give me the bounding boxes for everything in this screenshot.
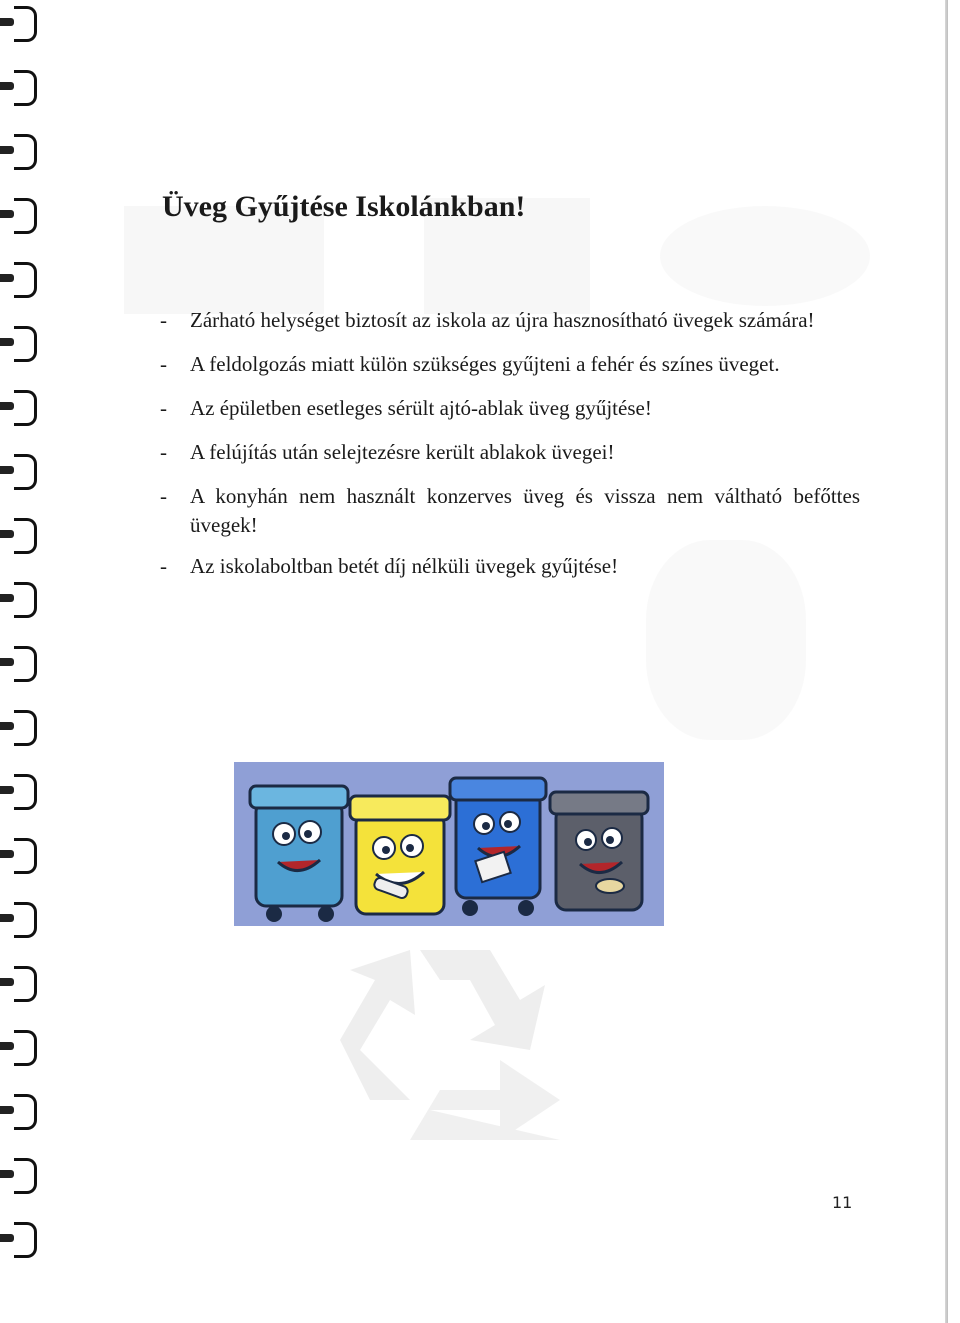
recycle-watermark-icon [330,930,580,1170]
binding-ring [14,774,37,810]
binding-hole [0,594,14,602]
binding-ring [14,710,37,746]
binding-ring [14,902,37,938]
binding-hole [0,82,14,90]
binding-hole [0,722,14,730]
bullet-list [160,306,860,596]
yellow-bin-character-icon [350,796,450,914]
binding-hole [0,658,14,666]
binding-hole [0,402,14,410]
gray-bin-character-icon [550,792,648,910]
binding-hole [0,466,14,474]
binding-hole [0,1042,14,1050]
list-item [160,482,860,540]
binding-hole [0,978,14,986]
binding-ring [14,70,37,106]
binding-ring [14,1222,37,1258]
binding-ring [14,838,37,874]
page-number: 11 [832,1193,853,1212]
page-title: Üveg Gyűjtése Iskolánkban! [162,190,526,223]
binding-hole [0,274,14,282]
bullet-dash: - [160,484,167,508]
list-item [160,394,860,423]
bullet-text: Az iskolaboltban betét díj nélküli üvegek gyűjtése! [190,554,619,578]
list-item [160,552,860,581]
bullet-dash: - [160,440,167,464]
blue-bin-character-icon [450,778,546,916]
list-item [160,306,860,335]
binding-ring [14,1030,37,1066]
bullet-dash: - [160,396,167,420]
binding-ring [14,198,37,234]
binding-hole [0,1106,14,1114]
binding-ring [14,646,37,682]
binding-ring [14,1158,37,1194]
binding-hole [0,530,14,538]
binding-hole [0,338,14,346]
binding-hole [0,786,14,794]
binding-hole [0,146,14,154]
bullet-text: A konyhán nem használt konzerves üveg és vissza nem váltható befőttes üvegek! [190,484,860,537]
binding-hole [0,210,14,218]
binding-ring [14,582,37,618]
bullet-text: A feldolgozás miatt külön szükséges gyűjteni a fehér és színes üveget. [190,352,780,376]
bullet-dash: - [160,352,167,376]
bullet-text: A felújítás után selejtezésre került ablakok üvegei! [190,440,615,464]
page-edge [945,0,948,1323]
show-through-photo-3 [660,206,870,306]
binding-ring [14,518,37,554]
bullet-text: Az épületben esetleges sérült ajtó-ablak üveg gyűjtése! [190,396,652,420]
binding-hole [0,1234,14,1242]
bullet-dash: - [160,308,167,332]
list-item [160,438,860,467]
binding-ring [14,454,37,490]
bullet-dash: - [160,554,167,578]
show-through-heading-1 [140,112,147,144]
recycling-bins-illustration [234,762,664,926]
list-item [160,350,860,379]
binding-ring [14,1094,37,1130]
blue-green-bin-character-icon [250,786,348,922]
binding-ring [14,326,37,362]
binding-ring [14,6,37,42]
binding-hole [0,1170,14,1178]
binding-ring [14,390,37,426]
binding-ring [14,966,37,1002]
spiral-binding [0,0,48,1323]
binding-ring [14,134,37,170]
binding-hole [0,850,14,858]
binding-hole [0,914,14,922]
binding-hole [0,18,14,26]
bullet-text: Zárható helységet biztosít az iskola az újra hasznosítható üvegek számára! [190,308,815,332]
binding-ring [14,262,37,298]
